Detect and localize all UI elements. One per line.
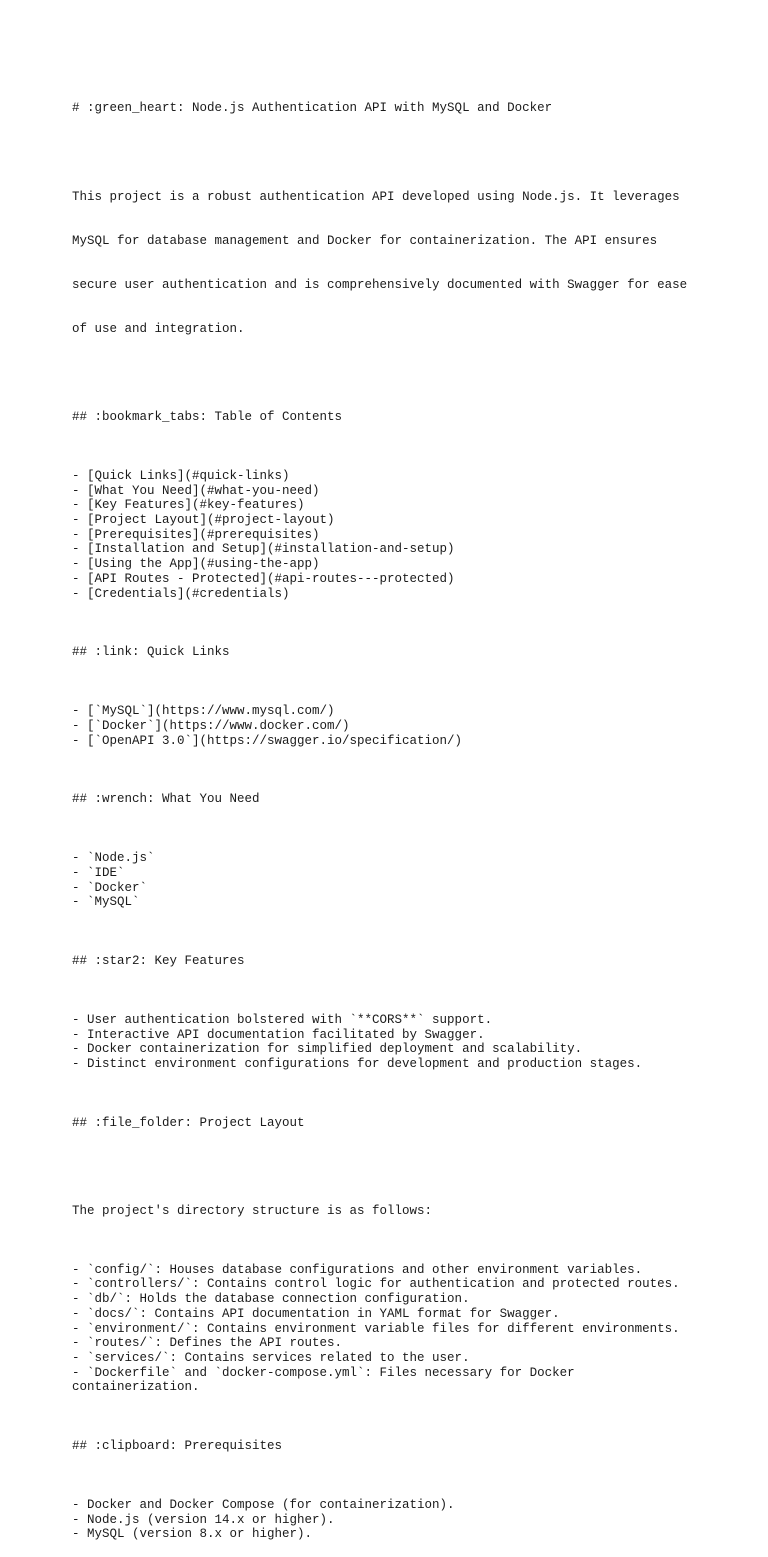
quick-links-list	[72, 704, 702, 748]
what-you-need-heading-text: ## :wrench: What You Need	[72, 792, 260, 807]
project-layout-list	[72, 1263, 702, 1395]
project-layout-intro-text: The project's directory structure is as follows:	[72, 1203, 433, 1218]
project-layout-item: - `Dockerfile` and `docker-compose.yml`: Files necessary for Docker	[72, 1365, 575, 1380]
intro-line: This project is a robust authentication API developed using Node.js. It leverages	[72, 189, 680, 204]
intro-line: MySQL for database management and Docker for containerization. The API ensures	[72, 233, 658, 248]
key-feature-item: - Docker containerization for simplified deployment and scalability.	[72, 1042, 583, 1057]
project-layout-item: containerization.	[72, 1380, 200, 1395]
toc-item: - [Installation and Setup](#installation-and-setup)	[72, 542, 455, 557]
key-feature-item: - Interactive API documentation facilitated by Swagger.	[72, 1027, 485, 1042]
toc-heading	[72, 381, 702, 455]
readme-document	[72, 72, 702, 1557]
project-layout-item: - `docs/`: Contains API documentation in YAML format for Swagger.	[72, 1306, 560, 1321]
project-layout-item: - `controllers/`: Contains control logic for authentication and protected routes.	[72, 1277, 680, 1292]
project-layout-intro	[72, 1175, 702, 1249]
doc-title-text: # :green_heart: Node.js Authentication API with MySQL and Docker	[72, 101, 553, 116]
what-you-need-item: - `IDE`	[72, 865, 125, 880]
intro-line: of use and integration.	[72, 321, 245, 336]
toc-item: - [Project Layout](#project-layout)	[72, 513, 335, 528]
prerequisite-item: - MySQL (version 8.x or higher).	[72, 1527, 313, 1542]
key-features-list	[72, 1013, 702, 1072]
project-layout-heading-text: ## :file_folder: Project Layout	[72, 1115, 305, 1130]
project-layout-heading	[72, 1086, 702, 1160]
what-you-need-heading	[72, 763, 702, 837]
key-features-heading-text: ## :star2: Key Features	[72, 954, 245, 969]
toc-heading-text: ## :bookmark_tabs: Table of Contents	[72, 410, 343, 425]
prerequisite-item: - Docker and Docker Compose (for containerization).	[72, 1497, 455, 1512]
key-feature-item: - User authentication bolstered with `**CORS**` support.	[72, 1012, 493, 1027]
what-you-need-item: - `Docker`	[72, 880, 148, 895]
intro-paragraph	[72, 160, 702, 366]
prerequisites-list	[72, 1498, 702, 1542]
toc-item: - [What You Need](#what-you-need)	[72, 483, 320, 498]
toc-item: - [Quick Links](#quick-links)	[72, 468, 290, 483]
quick-link-item: - [`OpenAPI 3.0`](https://swagger.io/specification/)	[72, 733, 463, 748]
what-you-need-item: - `Node.js`	[72, 851, 155, 866]
key-features-heading	[72, 925, 702, 999]
project-layout-item: - `services/`: Contains services related to the user.	[72, 1350, 470, 1365]
project-layout-item: - `db/`: Holds the database connection configuration.	[72, 1292, 470, 1307]
project-layout-item: - `routes/`: Defines the API routes.	[72, 1336, 343, 1351]
prerequisites-heading-text: ## :clipboard: Prerequisites	[72, 1439, 283, 1454]
toc-item: - [Credentials](#credentials)	[72, 586, 290, 601]
key-feature-item: - Distinct environment configurations for development and production stages.	[72, 1056, 643, 1071]
toc-list	[72, 469, 702, 601]
quick-links-heading	[72, 616, 702, 690]
toc-item: - [API Routes - Protected](#api-routes---protected)	[72, 571, 455, 586]
quick-links-heading-text: ## :link: Quick Links	[72, 645, 230, 660]
toc-item: - [Prerequisites](#prerequisites)	[72, 527, 320, 542]
what-you-need-list	[72, 851, 702, 910]
project-layout-item: - `config/`: Houses database configurations and other environment variables.	[72, 1262, 643, 1277]
quick-link-item: - [`Docker`](https://www.docker.com/)	[72, 718, 350, 733]
doc-title	[72, 72, 702, 146]
toc-item: - [Using the App](#using-the-app)	[72, 557, 320, 572]
prerequisite-item: - Node.js (version 14.x or higher).	[72, 1512, 335, 1527]
quick-link-item: - [`MySQL`](https://www.mysql.com/)	[72, 704, 335, 719]
intro-line: secure user authentication and is comprehensively documented with Swagger for ease	[72, 277, 688, 292]
what-you-need-item: - `MySQL`	[72, 895, 140, 910]
toc-item: - [Key Features](#key-features)	[72, 498, 305, 513]
project-layout-item: - `environment/`: Contains environment variable files for different environments.	[72, 1321, 680, 1336]
prerequisites-heading	[72, 1410, 702, 1484]
